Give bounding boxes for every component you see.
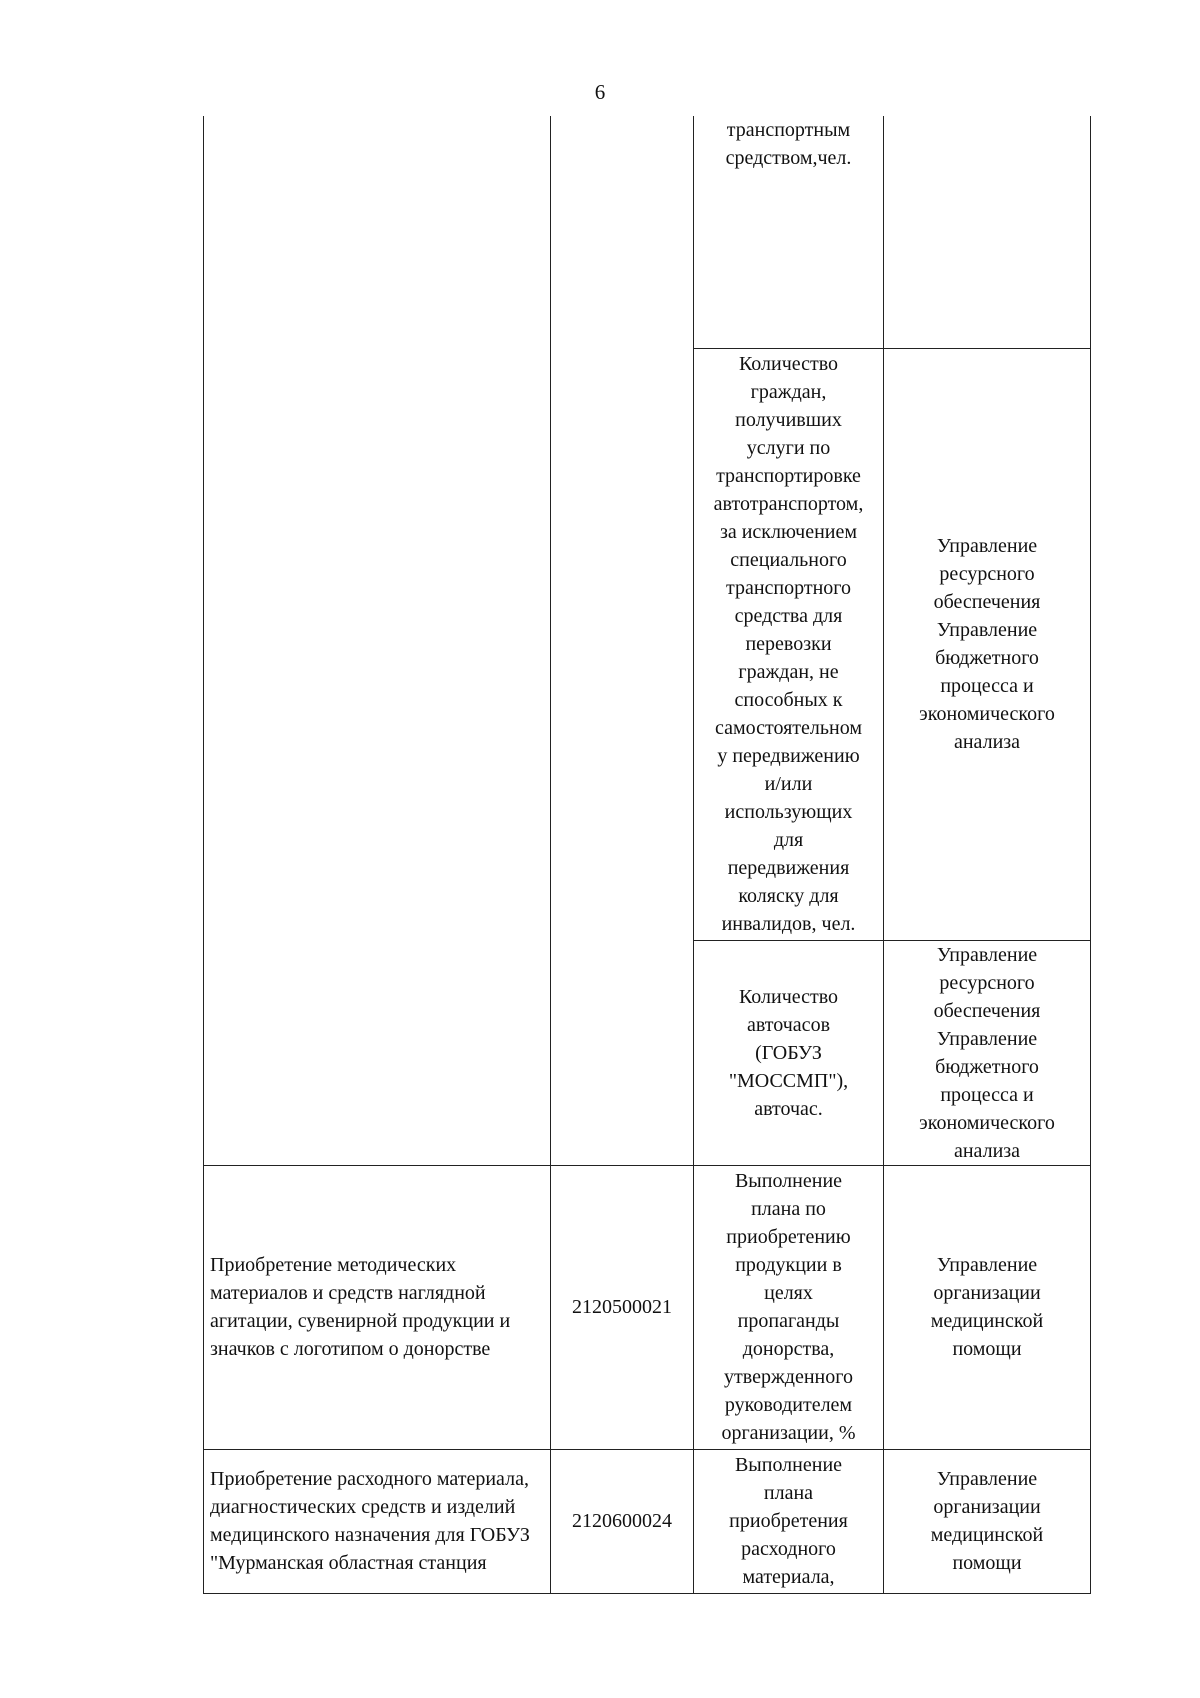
responsible-cell xyxy=(884,116,1091,348)
indicator-cell: транспортным средством,чел. xyxy=(694,116,884,348)
activity-code-cell: 2120600024 xyxy=(551,1449,694,1593)
table-row xyxy=(204,116,1091,348)
program-table xyxy=(203,116,1091,1594)
indicator-cell: Выполнение плана по приобретению продукции в целях пропаганды донорства, утвержденного руководителем организации, % xyxy=(694,1165,884,1449)
activity-code-cell: 2120500021 xyxy=(551,1165,694,1449)
responsible-cell: Управление организации медицинской помощи xyxy=(884,1165,1091,1449)
activity-name-cell xyxy=(204,116,551,1165)
activity-name-cell: Приобретение расходного материала, диагностических средств и изделий медицинского назначения для ГОБУЗ "Мурманская областная станция xyxy=(204,1449,551,1593)
indicator-cell: Выполнение плана приобретения расходного материала, xyxy=(694,1449,884,1593)
indicator-cell: Количество авточасов (ГОБУЗ "МОССМП"), авточас. xyxy=(694,940,884,1165)
responsible-cell: Управление ресурсного обеспечения Управление бюджетного процесса и экономического анализа xyxy=(884,348,1091,940)
activity-name-cell: Приобретение методических материалов и средств наглядной агитации, сувенирной продукции и значков с логотипом о донорстве xyxy=(204,1165,551,1449)
activity-code-cell xyxy=(551,116,694,1165)
page-number: 6 xyxy=(594,80,606,104)
indicator-cell: Количество граждан, получивших услуги по транспортировке автотранспортом, за исключением специального транспортного средства для перевозки граждан, не способных к самостоятельном у передвижению и/или использующих для передвижения коляску для инвалидов, чел. xyxy=(694,348,884,940)
responsible-cell: Управление организации медицинской помощи xyxy=(884,1449,1091,1593)
table-row xyxy=(204,1165,1091,1449)
table-row xyxy=(204,1449,1091,1593)
responsible-cell: Управление ресурсного обеспечения Управление бюджетного процесса и экономического анализа xyxy=(884,940,1091,1165)
